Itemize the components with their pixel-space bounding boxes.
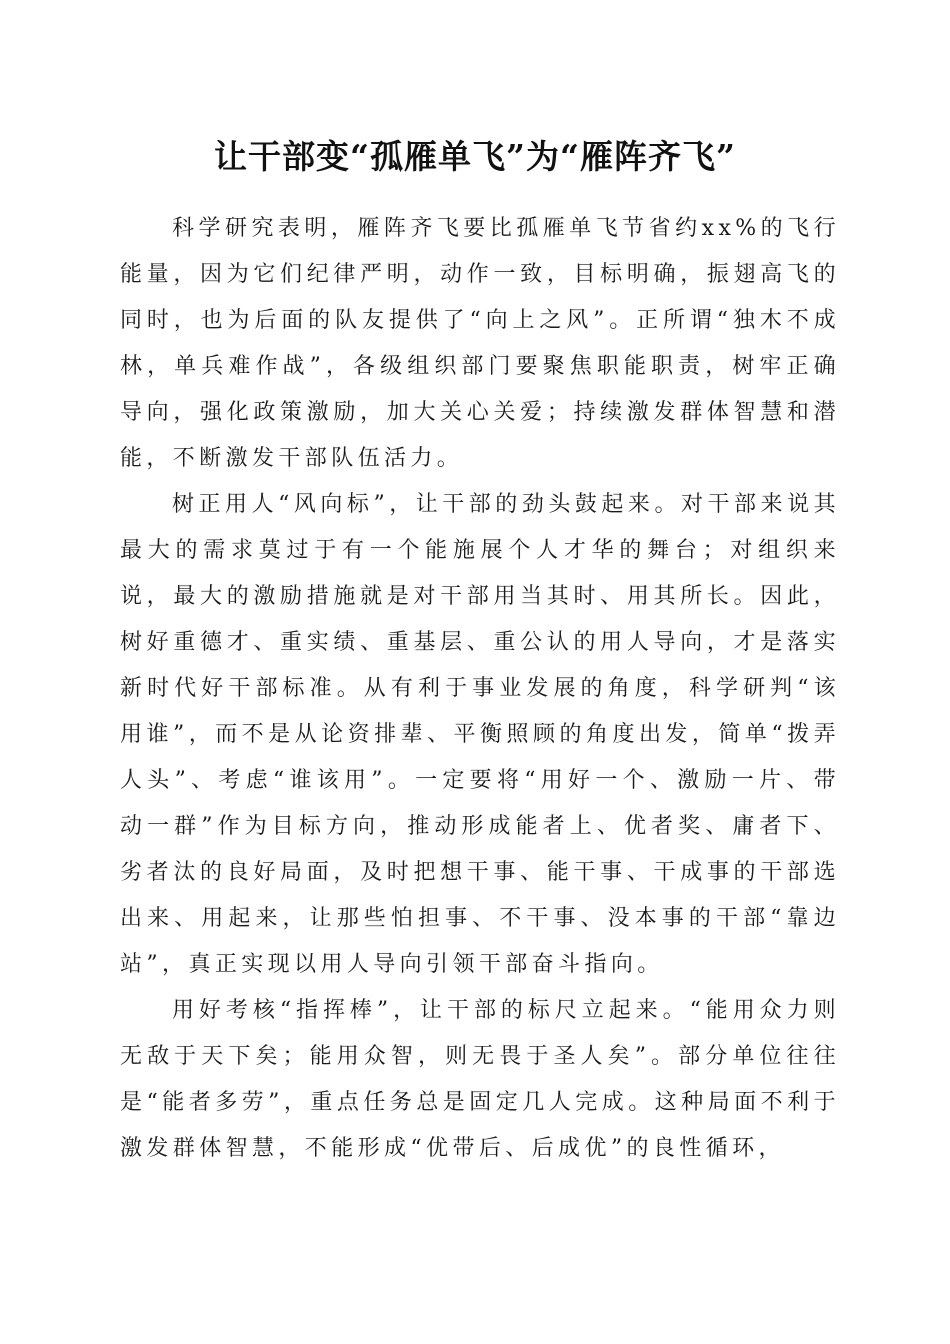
paragraph-1: 科学研究表明，雁阵齐飞要比孤雁单飞节省约xx%的飞行能量，因为它们纪律严明，动作一致，目标明确，振翅高飞的同时，也为后面的队友提供了“向上之风”。正所谓“独木不成林，单兵难作战”，各级组织部门要聚焦职能职责，树牢正确导向，强化政策激励，加大关心关爱；持续激发群体智慧和潜能，不断激发干部队伍活力。	[120, 216, 840, 471]
paragraph-2: 树正用人“风向标”，让干部的劲头鼓起来。对干部来说其最大的需求莫过于有一个能施展个人才华的舞台；对组织来说，最大的激励措施就是对干部用当其时、用其所长。因此，树好重德才、重实绩、重基层、重公认的用人导向，才是落实新时代好干部标准。从有利于事业发展的角度，科学研判“该用谁”，而不是从论资排辈、平衡照顾的角度出发，简单“拨弄人头”、考虑“谁该用”。一定要将“用好一个、激励一片、带动一群”作为目标方向，推动形成能者上、优者奖、庸者下、劣者汰的良好局面，及时把想干事、能干事、干成事的干部选出来、用起来，让那些怕担事、不干事、没本事的干部“靠边站”，真正实现以用人导向引领干部奋斗指向。	[120, 492, 840, 977]
document-title: 让干部变“孤雁单飞”为“雁阵齐飞”	[214, 137, 736, 176]
paragraph-3: 用好考核“指挥棒”，让干部的标尺立起来。“能用众力则无敌于天下矣；能用众智，则无畏于圣人矣”。部分单位往往是“能者多劳”，重点任务总是固定几人完成。这种局面不利于激发群体智慧，不能形成“优带后、后成优”的良性循环，	[120, 998, 840, 1161]
document-body	[120, 206, 840, 1172]
